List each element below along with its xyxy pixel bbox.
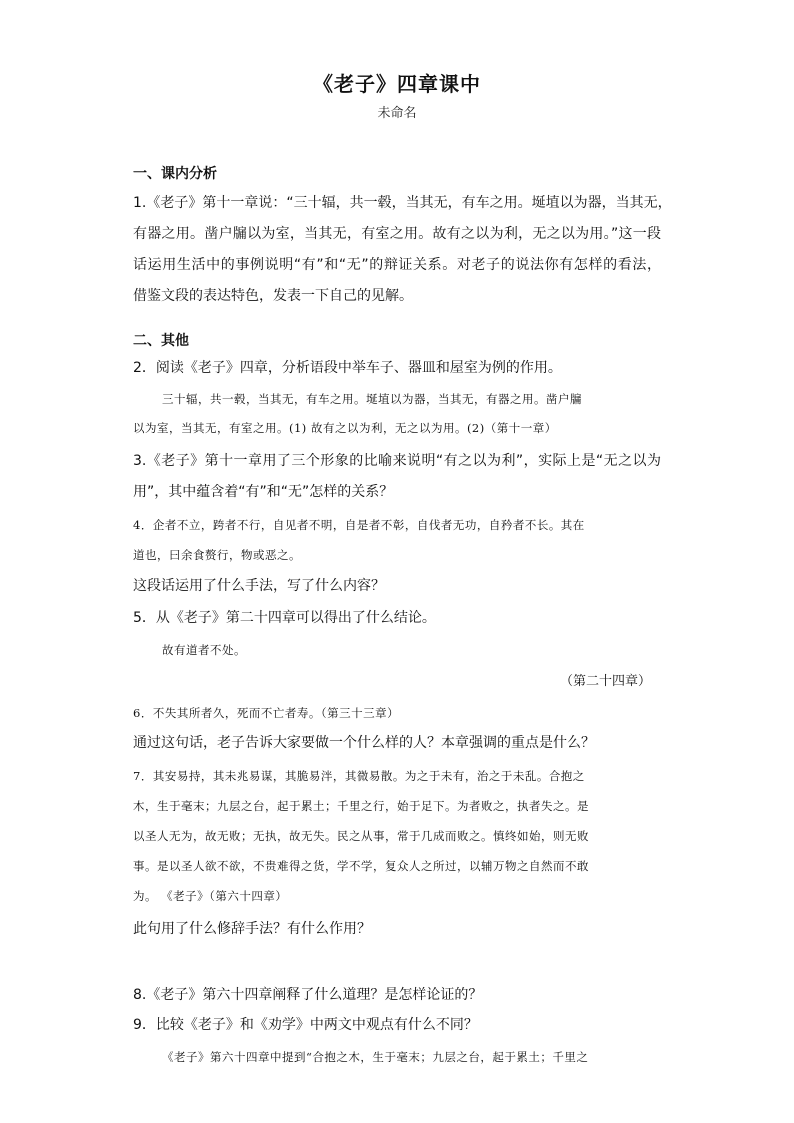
q7-passage-line: 木，生于毫末；九层之台，起于累土；千里之行，始于足下。为者败之，执者失之。是 xyxy=(133,799,589,813)
q4-passage-line: 4．企者不立，跨者不行，自见者不明，自是者不彰，自伐者无功，自矜者不长。其在 xyxy=(133,518,585,532)
q9-passage: 《老子》第六十四章中提到“合抱之木，生于毫末；九层之台，起于累土；千里之 xyxy=(162,1050,589,1064)
q7-passage-line: 事。是以圣人欲不欲，不贵难得之货，学不学，复众人之所过，以辅万物之自然而不敢 xyxy=(133,859,589,873)
q1-line: 1.《老子》第十一章说：“三十辐，共一毂，当其无，有车之用。埏埴以为器，当其无， xyxy=(133,195,672,211)
section-heading-1: 一、课内分析 xyxy=(133,166,217,182)
q1-line: 有器之用。凿户牖以为室，当其无，有室之用。故有之以为利，无之以为用。”这一段 xyxy=(133,226,661,242)
q1-line: 借鉴文段的表达特色，发表一下自己的见解。 xyxy=(133,288,413,304)
q8-question: 8.《老子》第六十四章阐释了什么道理？是怎样论证的？ xyxy=(133,987,483,1003)
q2-question: 2．阅读《老子》四章，分析语段中举车子、器皿和屋室为例的作用。 xyxy=(133,360,562,376)
q7-passage-line: 为。 《老子》（第六十四章） xyxy=(133,889,288,903)
q2-passage-line: 三十辐，共一毂，当其无，有车之用。埏埴以为器，当其无，有器之用。凿户牖 xyxy=(162,392,582,406)
q5-question: 5．从《老子》第二十四章可以得出了什么结论。 xyxy=(133,610,436,626)
q2-passage-line: 以为室，当其无，有室之用。(1) 故有之以为利，无之以为用。(2)（第十一章） xyxy=(133,421,557,435)
q3-line: 3.《老子》第十一章用了三个形象的比喻来说明“有之以为利”，实际上是“无之以为 xyxy=(133,453,661,469)
page-title: 《老子》四章课中 xyxy=(313,72,481,96)
page-subtitle: 未命名 xyxy=(377,106,417,121)
q9-question: 9．比较《老子》和《劝学》中两文中观点有什么不同？ xyxy=(133,1017,478,1033)
q3-line: 用”，其中蕴含着“有”和“无”怎样的关系？ xyxy=(133,484,394,500)
q1-line: 话运用生活中的事例说明“有”和“无”的辩证关系。对老子的说法你有怎样的看法， xyxy=(133,257,661,273)
q7-passage-line: 7．其安易持，其未兆易谋，其脆易泮，其微易散。为之于未有，治之于未乱。合抱之 xyxy=(133,769,585,783)
q7-question: 此句用了什么修辞手法？有什么作用？ xyxy=(133,921,371,937)
q6-passage: 6．不失其所者久，死而不亡者寿。（第三十三章） xyxy=(133,706,400,720)
q5-passage: 故有道者不处。 xyxy=(162,643,246,657)
q4-question: 这段话运用了什么手法，写了什么内容？ xyxy=(133,578,385,594)
section-heading-2: 二、其他 xyxy=(133,333,189,349)
q4-passage-line: 道也，曰余食赘行，物或恶之。 xyxy=(133,548,301,562)
q5-source: （第二十四章） xyxy=(560,674,652,689)
q6-question: 通过这句话，老子告诉大家要做一个什么样的人？本章强调的重点是什么？ xyxy=(133,735,595,751)
q7-passage-line: 以圣人无为，故无败；无执，故无失。民之从事，常于几成而败之。慎终如始，则无败 xyxy=(133,829,589,843)
